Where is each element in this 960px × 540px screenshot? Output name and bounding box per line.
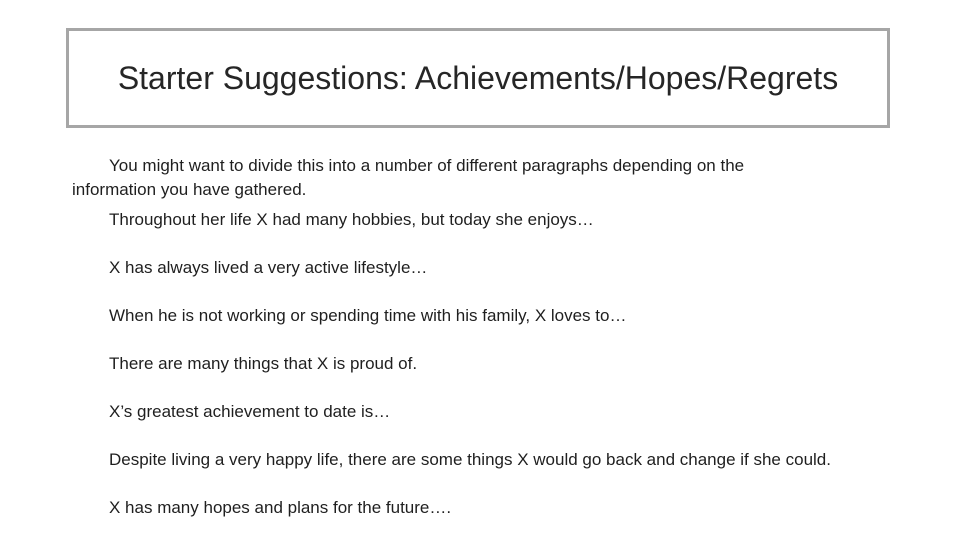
starter-prompt: There are many things that X is proud of. bbox=[109, 354, 418, 373]
starter-prompt-list bbox=[109, 208, 929, 540]
slide-title: Starter Suggestions: Achievements/Hopes/Regrets bbox=[117, 59, 839, 96]
intro-paragraph: You might want to divide this into a number of different paragraphs depending on the information you have gathered. bbox=[72, 156, 745, 199]
starter-prompt: When he is not working or spending time with his family, X loves to… bbox=[109, 306, 627, 325]
starter-prompt: X’s greatest achievement to date is… bbox=[109, 402, 391, 421]
starter-prompt: Despite living a very happy life, there are some things X would go back and change if she could. bbox=[109, 450, 831, 469]
starter-prompt: X has many hopes and plans for the future…. bbox=[109, 498, 452, 517]
starter-prompt: X has always lived a very active lifestyle… bbox=[109, 258, 428, 277]
starter-prompt: Throughout her life X had many hobbies, but today she enjoys… bbox=[109, 210, 594, 229]
slide-title-box bbox=[66, 28, 890, 128]
